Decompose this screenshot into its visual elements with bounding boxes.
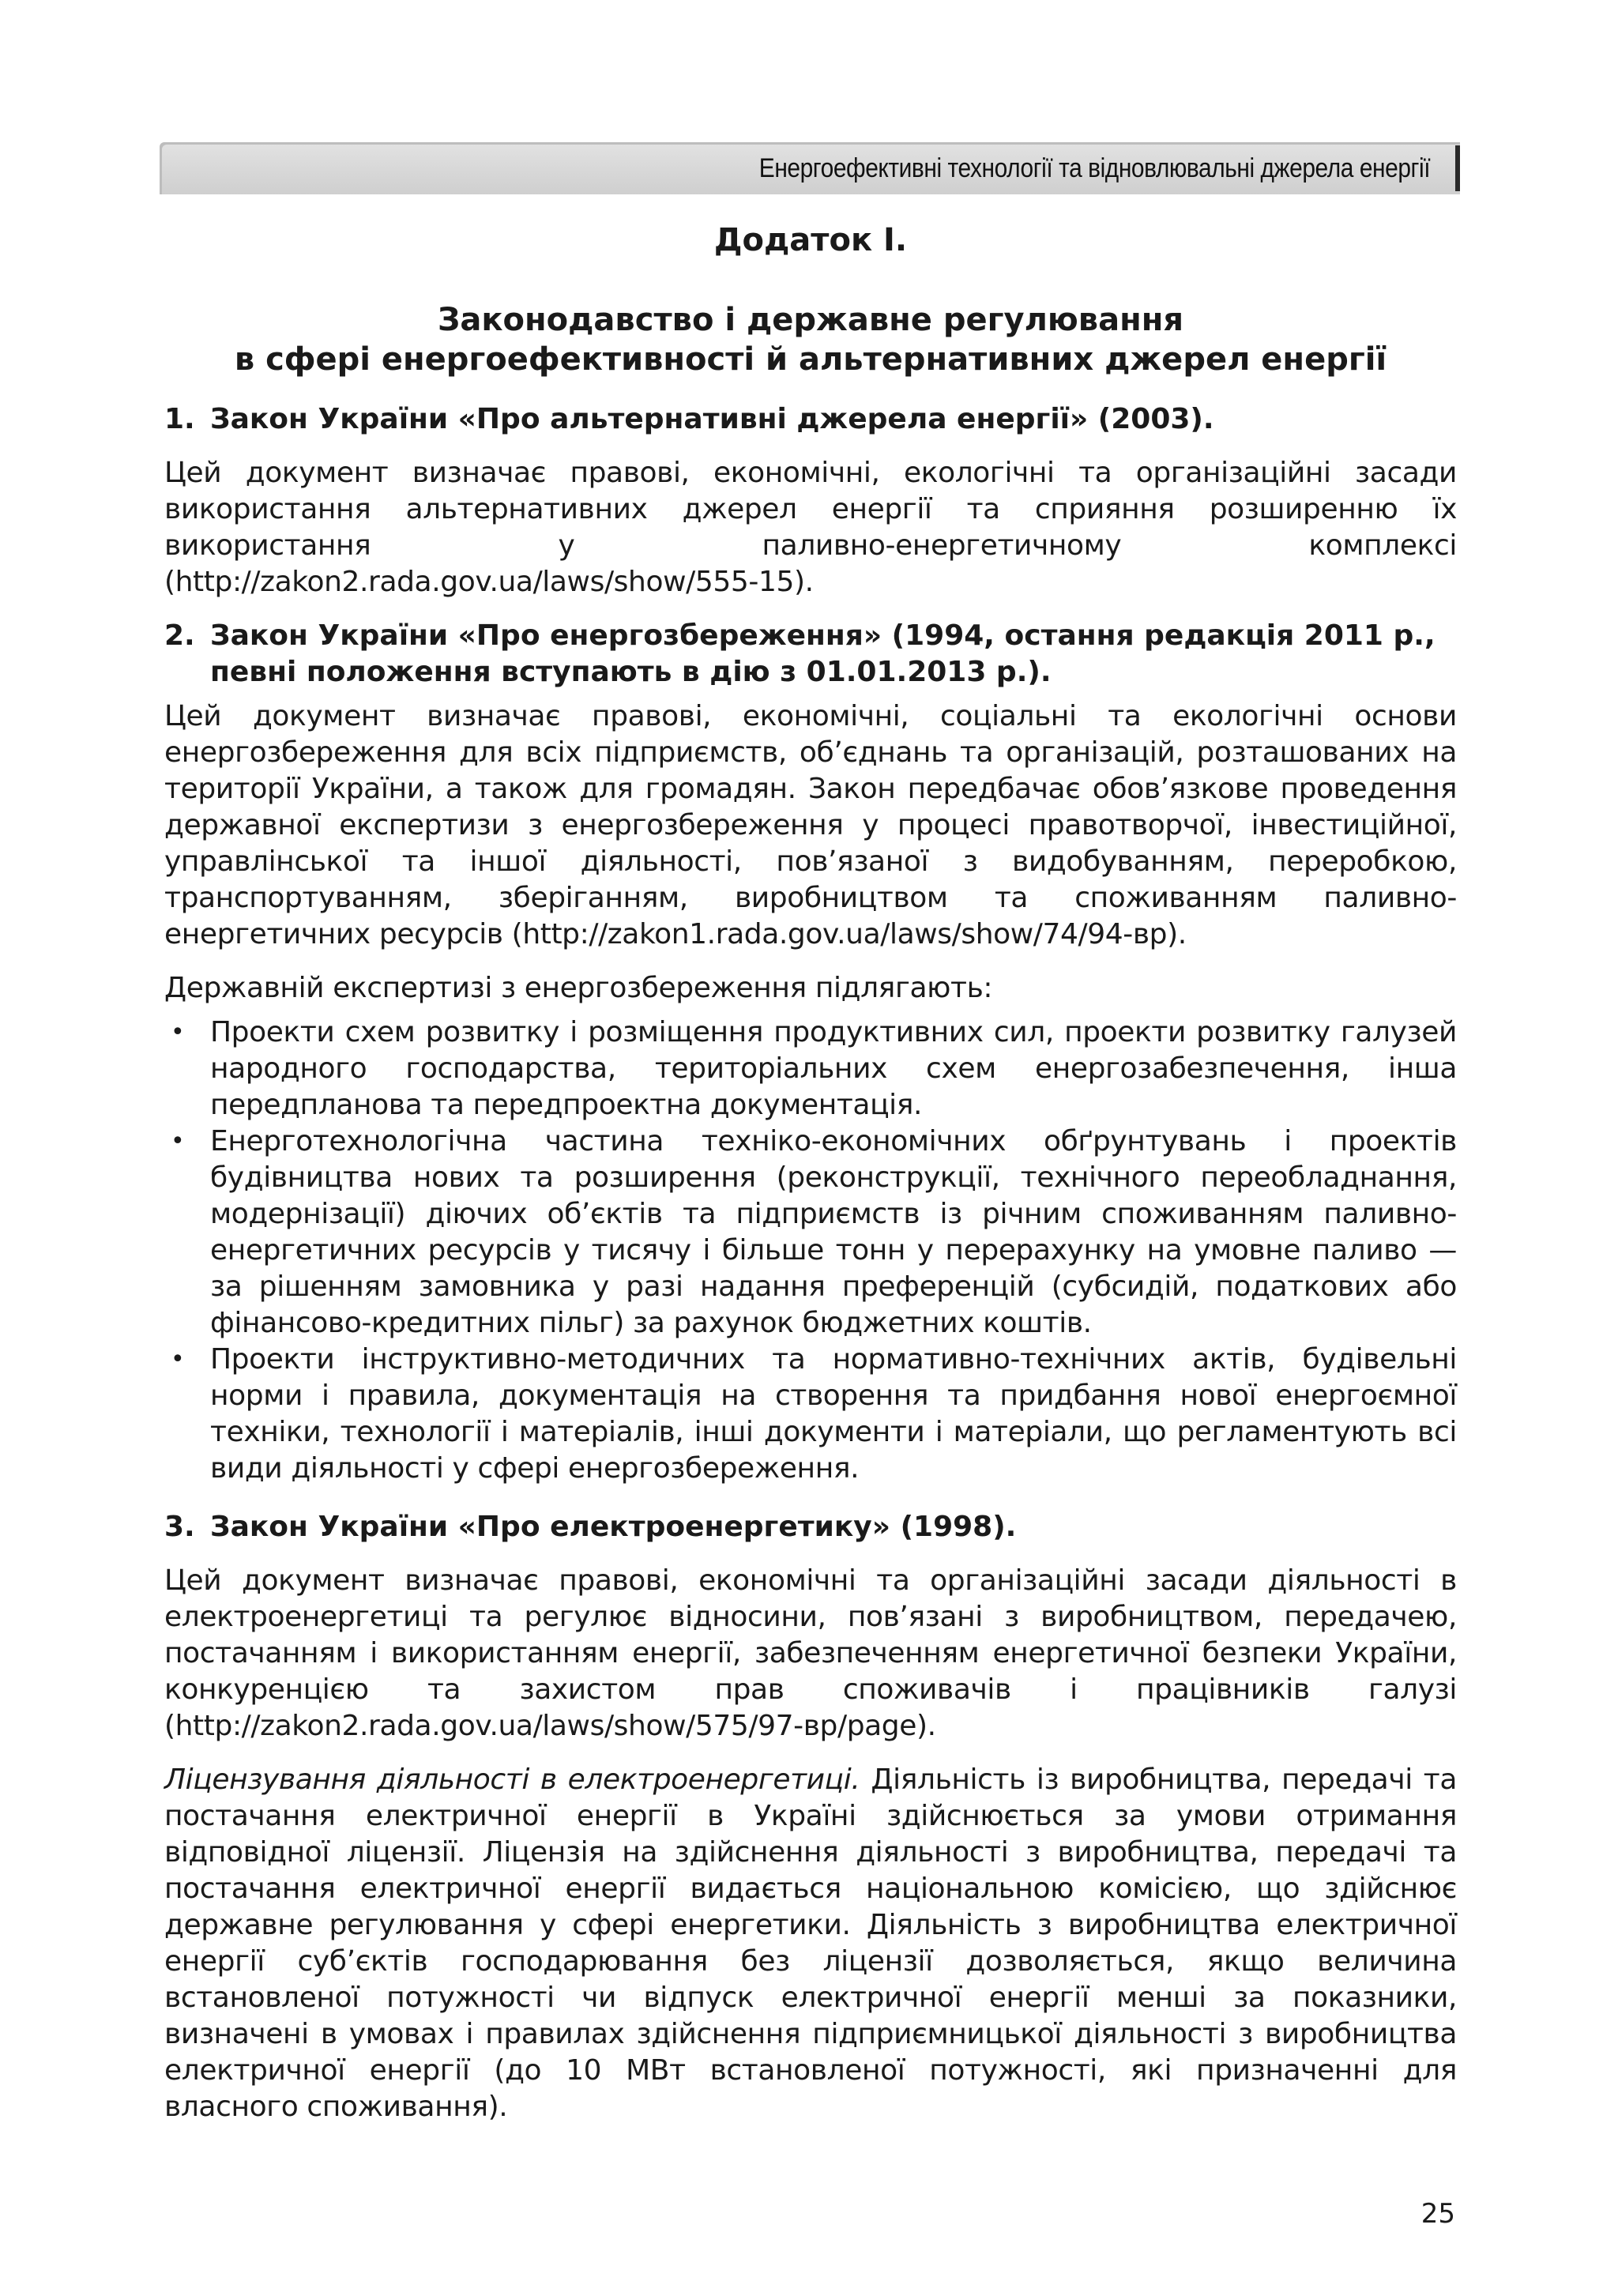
law-title: Закон України «Про енергозбереження» (1994, остання редакція 2011 р., певні положення вступають в дію з 01.01.2013 р.). [210, 619, 1436, 688]
appendix-title-line-1: Законодавство і державне регулювання [437, 302, 1184, 338]
law-3-licensing [164, 1762, 1457, 2125]
licensing-lead: Ліцензування діяльності в електроенергетиці. [164, 1763, 860, 1796]
law-1-description: Цей документ визначає правові, економічні, екологічні та організаційні засади використання альтернативних джерел енергії та сприяння розширенню їх використання у паливно-енергетичному комплексі (http://zakon2.rada.gov.ua/laws/show/555-15). [164, 457, 1457, 598]
list-item [164, 1342, 1457, 1487]
law-heading-3 [164, 1509, 1457, 1545]
running-header [160, 142, 1460, 194]
page-number: 25 [1420, 2198, 1455, 2230]
list-item-text: Енерготехнологічна частина техніко-економічних обґрунтувань і проектів будівництва нових та розширення (реконструкції, технічного переобладнання, модернізації) діючих об’єктів та підприємств із річним споживанням паливно-енергетичних ресурсів у тисячу і більше тонн у перерахунку на умовне паливо — за рішенням замовника у разі надання преференцій (субсидій, податкових або фінансово-кредитних пільг) за рахунок бюджетних коштів. [210, 1125, 1457, 1339]
licensing-text: Діяльність із виробництва, передачі та постачання електричної енергії в Україні здійснюється за умови отримання відповідної ліцензії. Ліцензія на здійснення діяльності з виробництва, передачі та постачання електричної енергії видається національною комісією, що здійснює державне регулювання у сфері енергетики. Діяльність з виробництва електричної енергії суб’єктів господарювання без ліцензії дозволяється, якщо величина встановленої потужності чи відпуск електричної енергії менші за показники, визначені в умовах і правилах здійснення підприємницької діяльності з виробництва електричної енергії (до 10 МВт встановленої потужності, які призначенні для власного споживання). [164, 1763, 1457, 2123]
law-title: Закон України «Про електроенергетику» (1998). [210, 1511, 1017, 1543]
list-item [164, 1014, 1457, 1124]
running-header-title: Енергоефективні технології та відновлювальні джерела енергії [758, 153, 1430, 183]
appendix-label: Додаток І. [713, 222, 908, 258]
list-item-text: Проекти інструктивно-методичних та нормативно-технічних актів, будівельні норми і правила, документація на створення та придбання нової енергоємної техніки, технології і матеріалів, інші документи і матеріали, що регламентують всі види діяльності у сфері енергозбереження. [210, 1343, 1457, 1485]
law-2-expertise-intro: Державній експертизі з енергозбереження підлягають: [164, 972, 993, 1004]
document-body [164, 221, 1457, 2143]
list-item-text: Проекти схем розвитку і розміщення продуктивних сил, проекти розвитку галузей народного господарства, територіальних схем енергозабезпечення, інша передпланова та передпроектна документація. [210, 1016, 1457, 1121]
law-number: 3. [164, 1511, 195, 1543]
law-2-description: Цей документ визначає правові, економічні, соціальні та екологічні основи енергозбереження для всіх підприємств, об’єднань та організацій, розташованих на території України, а також для громадян. Закон передбачає обов’язкове проведення державної експертизи з енергозбереження у процесі правотворчої, інвестиційної, управлінської та іншої діяльності, пов’язаної з видобуванням, переробкою, транспортуванням, зберіганням, виробництвом та споживанням паливно-енергетичних ресурсів (http://zakon1.rada.gov.ua/laws/show/74/94-вр). [164, 700, 1457, 950]
law-number: 2. [164, 619, 195, 652]
appendix-title-line-2: в сфері енергоефективності й альтернативних джерел енергії [234, 341, 1387, 378]
bullet-icon: • [171, 1346, 185, 1373]
running-header-end-bar [1455, 145, 1460, 191]
bullet-icon: • [171, 1127, 185, 1155]
law-title: Закон України «Про альтернативні джерела енергії» (2003). [210, 403, 1214, 435]
bullet-icon: • [171, 1018, 185, 1046]
expertise-list [164, 1014, 1457, 1487]
law-heading-2 [164, 618, 1457, 691]
law-heading-1 [164, 401, 1457, 438]
law-number: 1. [164, 403, 195, 435]
list-item [164, 1124, 1457, 1342]
appendix-title [164, 300, 1457, 379]
law-3-description: Цей документ визначає правові, економічні та організаційні засади діяльності в електроенергетиці та регулює відносини, пов’язані з виробництвом, передачею, постачанням і використанням енергії, забезпеченням енергетичної безпеки України, конкуренцією та захистом прав споживачів і працівників галузі (http://zakon2.rada.gov.ua/laws/show/575/97-вр/page). [164, 1564, 1457, 1742]
